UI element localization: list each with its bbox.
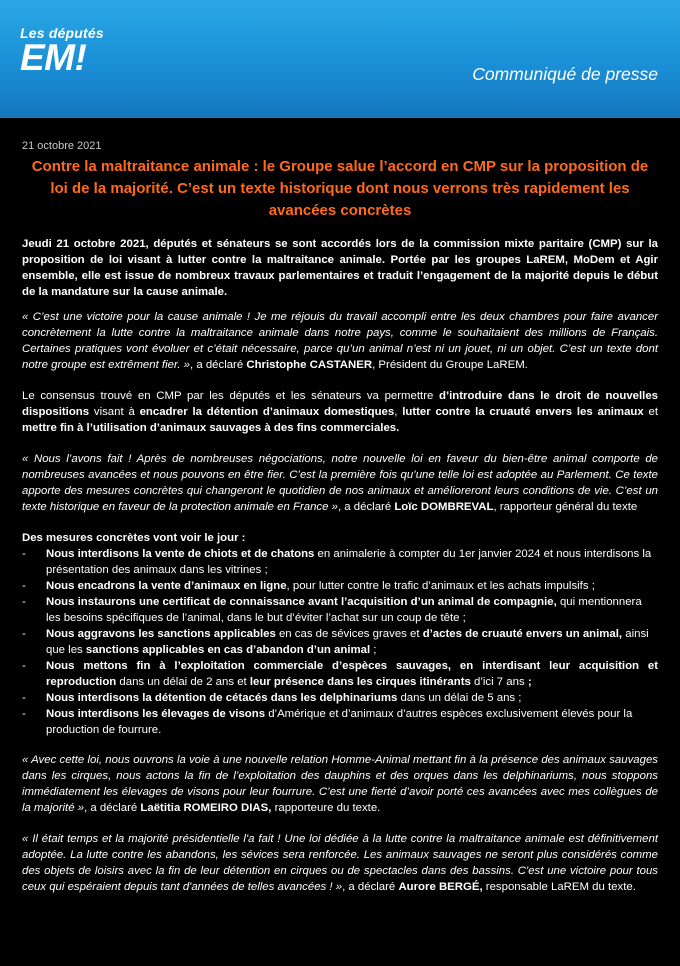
quote-role: responsable LaREM du texte. bbox=[482, 881, 636, 893]
quote-text: « C’est une victoire pour la cause animale ! Je me réjouis du travail accompli entre les deux chambres pour faire avancer concrètement la lutte contre la maltraitance animale dans notre pays, comme le souhaitaient des millions de Français. Certaines pratiques vont évoluer et c’était nécessaire, parce qu’un animal n’est ni un jouet, ni un objet. C’est un texte dont notre groupe est extrêment fier. » bbox=[22, 311, 658, 371]
list-item bbox=[22, 546, 658, 578]
consensus-bold-3: lutter contre la cruauté envers les animaux bbox=[402, 406, 644, 418]
quote-author: Loïc DOMBREVAL bbox=[394, 501, 494, 513]
measure-bold: Nous encadrons la vente d’animaux en ligne bbox=[46, 580, 287, 592]
quote-role: , rapporteur général du texte bbox=[493, 501, 638, 513]
quote-author: Aurore BERGÉ, bbox=[398, 881, 483, 893]
list-item bbox=[22, 578, 658, 594]
measure-text: dans un délai de 2 ans et bbox=[116, 676, 250, 688]
quote-castaner bbox=[22, 309, 658, 373]
quote-text: « Nous l’avons fait ! Après de nombreuses négociations, notre nouvelle loi en faveur du bien-être animal comporte de nombreuses avancées et nous pouvons en être fier. C’est la première fois qu’une telle loi est adoptée au Parlement. Ce texte apporte des mesures concrètes qui changeront le quotidien de nos animaux et amélioreront leurs conditions de vie. C’est un texte historique en faveur de la protection animale en France » bbox=[22, 453, 658, 513]
quote-author: Laëtitia ROMEIRO DIAS, bbox=[140, 802, 272, 814]
consensus-bold-2: encadrer la détention d’animaux domestiques bbox=[139, 406, 395, 418]
consensus-bold-4: mettre fin à l’utilisation d’animaux sauvages à des fins commerciales. bbox=[22, 422, 400, 434]
measure-bold: Nous instaurons une certificat de connaissance avant l’acquisition d’un animal de compagnie, bbox=[46, 596, 557, 608]
press-release-body bbox=[0, 118, 680, 895]
measure-text: en animalerie à compter du 1er janvier 2024 et nous interdisons la présentation des animaux dans les vitrines ; bbox=[46, 548, 652, 576]
quote-said: , a déclaré bbox=[190, 359, 247, 371]
measure-bold-2: leur présence dans les cirques itinérants bbox=[249, 676, 471, 688]
list-item bbox=[22, 658, 658, 690]
list-item bbox=[22, 706, 658, 738]
measure-text-2: d’ici 7 ans bbox=[470, 676, 528, 688]
quote-text: « Il était temps et la majorité présidentielle l'a fait ! Une loi dédiée à la lutte contre la maltraitance animale est définitivement adoptée. La lutte contre les abandons, les sévices sera renforcée. Les animaux sauvages ne seront plus considérés comme des objets de loisirs avec la fin de leur détention en cirques ou de spectacles dans des bassins. C'est une victoire pour tous ceux qui espéraient depuis tant d'années de telles avancées ! » bbox=[22, 833, 658, 893]
measures-heading: Des mesures concrètes vont voir le jour : bbox=[22, 532, 246, 544]
measure-bold-2: d’actes de cruauté envers un animal, bbox=[422, 628, 623, 640]
measure-bold: Nous interdisons la vente de chiots et de chatons bbox=[46, 548, 315, 560]
page-header bbox=[0, 0, 680, 118]
measure-bold: Nous mettons fin à l’exploitation commerciale d’espèces sauvages, en interdisant leur acquisition et reproduction bbox=[46, 660, 658, 688]
quote-author: Christophe CASTANER bbox=[246, 359, 373, 371]
release-title: Contre la maltraitance animale : le Groupe salue l’accord en CMP sur la proposition de loi de la majorité. C’est un texte historique dont nous verrons très rapidement les avancées concrètes bbox=[31, 158, 649, 219]
logo-line-1: Les députés bbox=[20, 25, 104, 41]
quote-said: , a déclaré bbox=[84, 802, 141, 814]
release-date: 21 octobre 2021 bbox=[22, 140, 102, 152]
measure-text: dans un délai de 5 ans ; bbox=[397, 692, 522, 704]
consensus-bold-1: d’introduire dans le droit de nouvelles dispositions bbox=[22, 390, 658, 418]
quote-role: rapporteure du texte. bbox=[271, 802, 381, 814]
quote-said: , a déclaré bbox=[342, 881, 399, 893]
quote-dombreval bbox=[22, 451, 658, 515]
consensus-text-3: , bbox=[394, 406, 403, 418]
measure-text: d’Amérique et d’animaux d’autres espèces exclusivement élevés pour la production de fourrure. bbox=[46, 708, 633, 736]
quote-text: « Avec cette loi, nous ouvrons la voie à une nouvelle relation Homme-Animal mettant fin à la présence des animaux sauvages dans les cirques, nous actons la fin de l’exploitation des dauphins et des orques dans les delphinariums, nous stoppons immédiatement les élevages de visons pour leur fourrure. C’est une fierté d’avoir porté ces avancées avec mes collègues de la majorité » bbox=[22, 754, 658, 814]
list-item bbox=[22, 594, 658, 626]
list-item bbox=[22, 690, 658, 706]
document-type: Communiqué de presse bbox=[472, 64, 658, 84]
measure-text-2: ainsi que les bbox=[46, 628, 649, 656]
measure-bold-3: sanctions applicables en cas d’abandon d’un animal bbox=[85, 644, 371, 656]
measure-bold: Nous interdisons les élevages de visons bbox=[46, 708, 266, 720]
consensus-text-2: visant à bbox=[89, 406, 140, 418]
quote-said: , a déclaré bbox=[337, 501, 395, 513]
consensus-text-4: et bbox=[643, 406, 658, 418]
measure-bold-3: ; bbox=[527, 676, 532, 688]
quote-berge bbox=[22, 831, 658, 895]
consensus-text-1: Le consensus trouvé en CMP par les députés et les sénateurs va permettre bbox=[22, 390, 440, 402]
measure-bold: Nous interdisons la détention de cétacés dans les delphinariums bbox=[46, 692, 398, 704]
quote-romeiro-dias bbox=[22, 752, 658, 816]
measure-text: , pour lutter contre le trafic d’animaux et les achats impulsifs ; bbox=[286, 580, 595, 592]
intro-paragraph: Jeudi 21 octobre 2021, députés et sénateurs se sont accordés lors de la commission mixte paritaire (CMP) sur la proposition de loi visant à lutter contre la maltraitance animale. Portée par les groupes LaREM, MoDem et Agir ensemble, elle est issue de nombreux travaux parlementaires et traduit l’engagement de la majorité depuis le début de la mandature sur la cause animale. bbox=[22, 238, 658, 298]
measures-list bbox=[22, 546, 658, 738]
measure-bold: Nous aggravons les sanctions applicables bbox=[46, 628, 276, 640]
list-item bbox=[22, 626, 658, 658]
quote-role: , Président du Groupe LaREM. bbox=[372, 359, 528, 371]
logo-line-2: EM! bbox=[20, 37, 87, 78]
measure-text: qui mentionnera les besoins spécifiques de l’animal, dans le but d’éviter l’achat sur un coup de tête ; bbox=[46, 596, 642, 624]
les-deputes-em-logo bbox=[20, 26, 104, 76]
consensus-paragraph bbox=[22, 388, 658, 436]
measure-text: en cas de sévices graves et bbox=[275, 628, 423, 640]
measure-text-3: ; bbox=[370, 644, 377, 656]
